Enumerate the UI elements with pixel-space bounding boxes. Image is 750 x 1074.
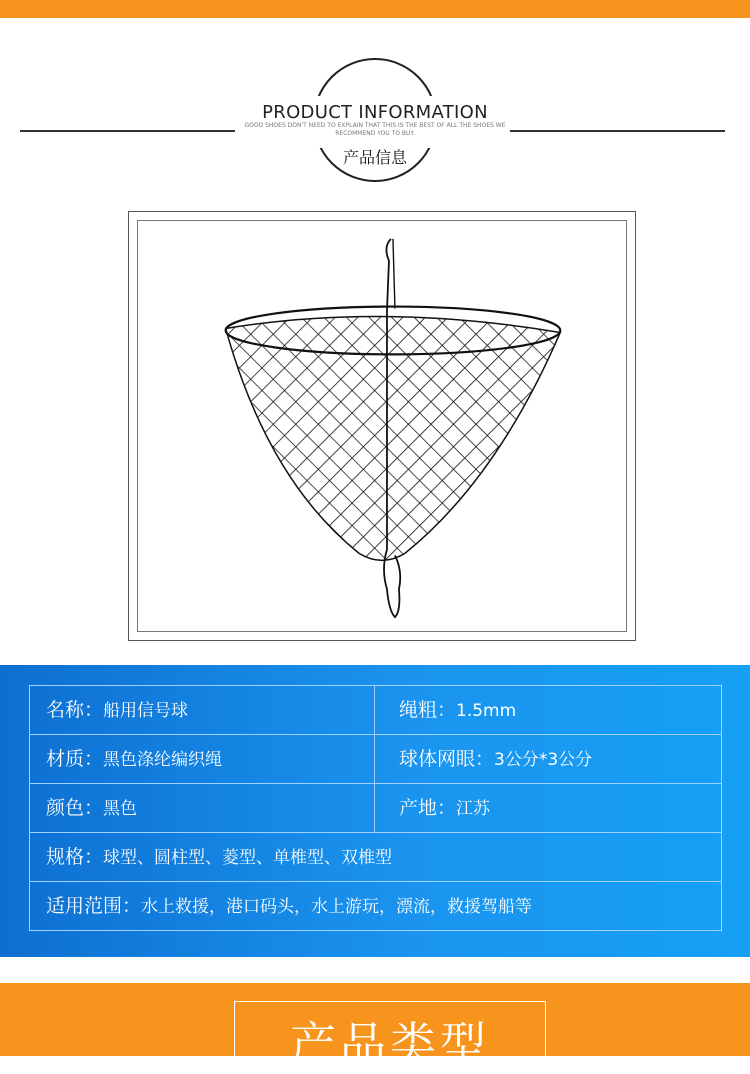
spec-cell-origin: 产地：江苏 — [399, 797, 491, 819]
header-title-en: PRODUCT INFORMATION — [262, 102, 488, 123]
spec-cell-name: 名称：船用信号球 — [30, 686, 375, 734]
product-type-banner — [0, 983, 750, 1071]
spec-cell-mesh: 球体网眼：3公分*3公分 — [399, 748, 593, 770]
spec-row — [30, 882, 721, 931]
product-photo — [137, 220, 627, 632]
product-photo-frame — [128, 211, 636, 641]
spec-cell-color: 颜色：黑色 — [30, 784, 375, 832]
product-info-header — [0, 18, 750, 208]
spec-row — [30, 686, 721, 735]
product-type-box — [234, 1001, 546, 1071]
spec-cell-spec: 规格：球型、圆柱型、菱型、单椎型、双椎型 — [46, 846, 393, 868]
header-rule-right — [510, 130, 725, 132]
header-title-cn: 产品信息 — [342, 148, 407, 167]
spec-section — [0, 665, 750, 957]
spec-cell-material: 材质：黑色涤纶编织绳 — [30, 735, 375, 783]
top-accent-bar — [0, 0, 750, 18]
spec-table — [29, 685, 722, 931]
spec-cell-rope: 绳粗：1.5mm — [399, 699, 517, 721]
header-subtitle-en: GOOD SHOES DON'T NEED TO EXPLAIN THAT THIS IS THE BEST OF ALL THE SHOES WE RECOMMEND YOU TO BUY. — [244, 122, 506, 137]
spec-row — [30, 735, 721, 784]
spec-cell-usage: 适用范围：水上救援，港口码头，水上游玩，漂流，救援驾船等 — [46, 895, 533, 917]
product-type-title: 产品类型 — [290, 1017, 490, 1071]
header-rule-left — [20, 130, 235, 132]
signal-cone-net-image — [138, 221, 626, 631]
spec-row — [30, 833, 721, 882]
spec-row — [30, 784, 721, 833]
